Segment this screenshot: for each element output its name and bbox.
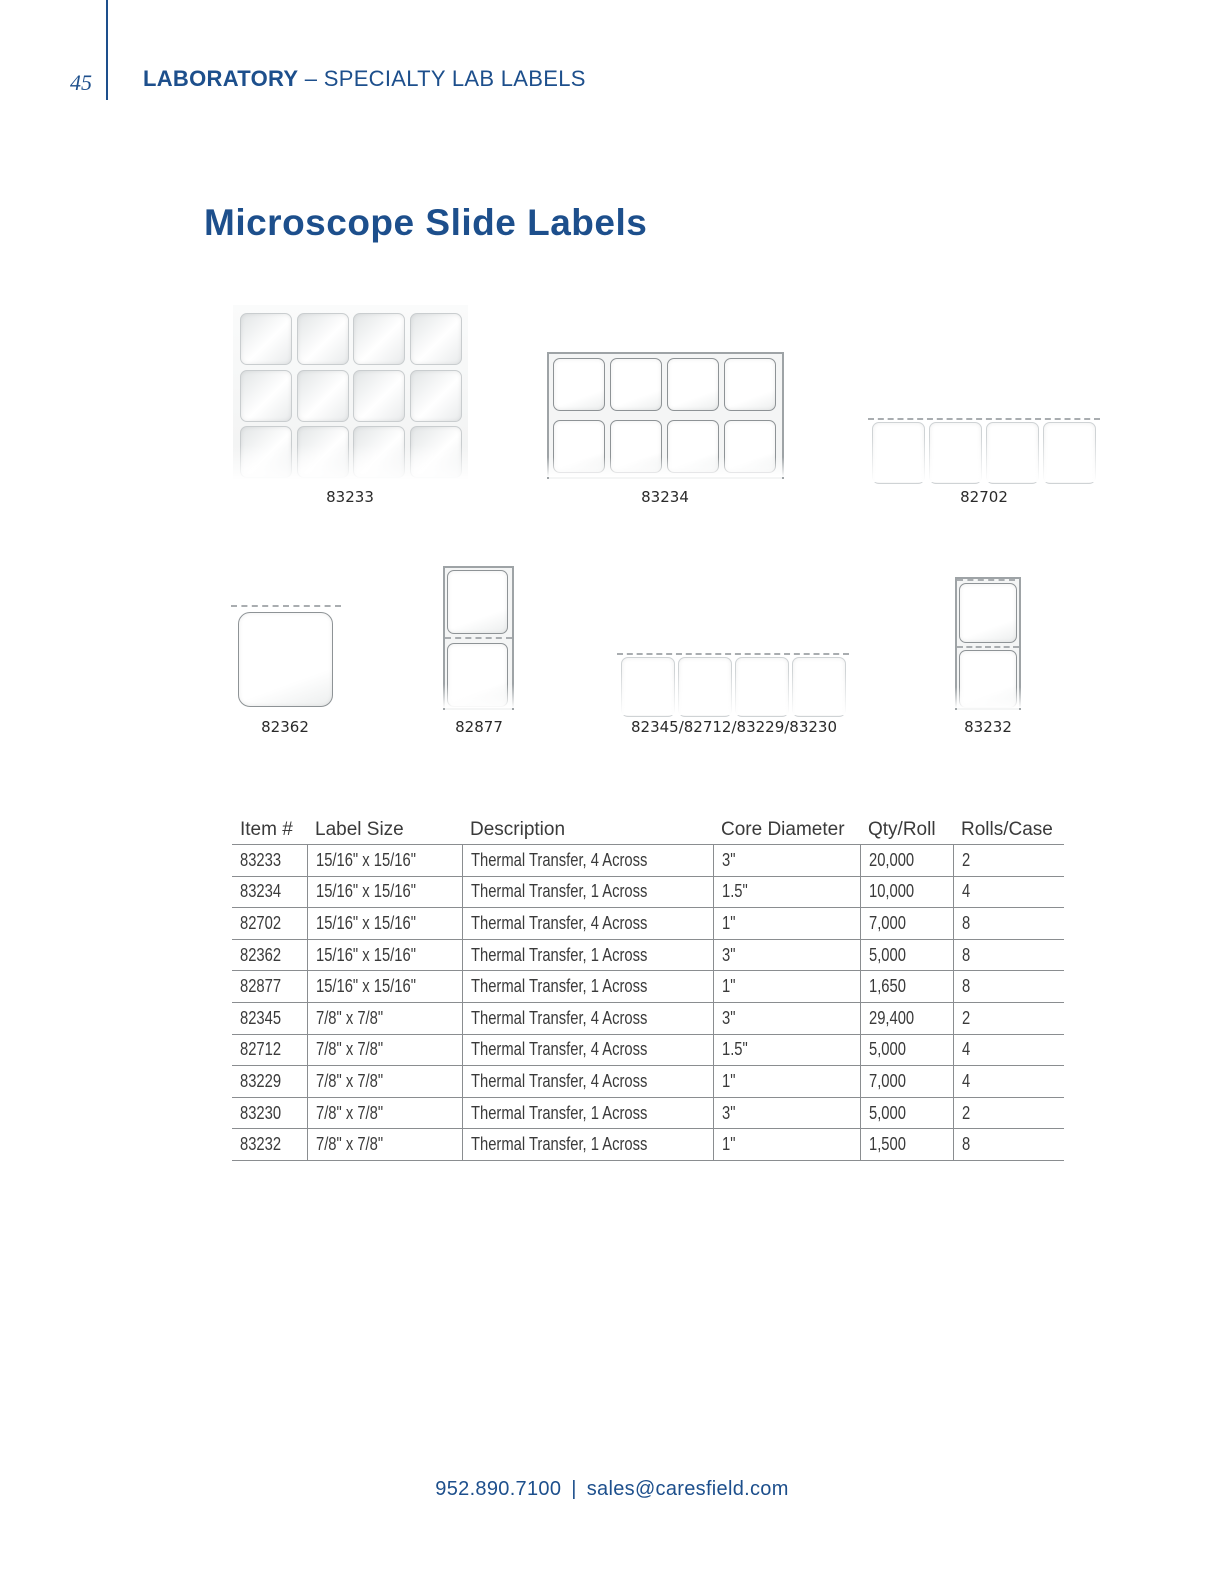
cell-description-text: Thermal Transfer, 4 Across: [470, 912, 647, 933]
table-row: [232, 1097, 1064, 1129]
label-illustration-82362: [231, 603, 341, 707]
cell-label-size: [307, 1097, 462, 1129]
cell-item-number: [232, 845, 307, 877]
column-header-core-diameter: Core Diameter: [713, 812, 860, 845]
page-number: 45: [70, 70, 92, 95]
cell-core-diameter-text: 3": [721, 1007, 735, 1028]
cell-qty-roll: [860, 1034, 953, 1066]
cell-qty-roll-text: 5,000: [868, 944, 906, 965]
subsection-name: SPECIALTY LAB LABELS: [323, 66, 586, 91]
cell-rolls-case-text: 8: [961, 912, 970, 933]
cell-item-number: [232, 1002, 307, 1034]
cell-core-diameter: [713, 971, 860, 1003]
cell-core-diameter: [713, 1002, 860, 1034]
footer-divider: |: [571, 1478, 577, 1500]
cell-qty-roll-text: 20,000: [868, 849, 914, 870]
cell-qty-roll-text: 7,000: [868, 912, 906, 933]
cell-rolls-case-text: 4: [961, 881, 970, 902]
illustration-label-82702: 82702: [960, 488, 1008, 506]
label-illustration-82702: [868, 416, 1100, 476]
table-header-row: [232, 812, 1064, 845]
cell-core-diameter: [713, 876, 860, 908]
table-row: [232, 939, 1064, 971]
illustration-label-82345-group: 82345/82712/83229/83230: [630, 718, 838, 736]
cell-label-size: [307, 845, 462, 877]
cell-core-diameter-text: 1": [721, 1070, 735, 1091]
cell-rolls-case: [953, 845, 1064, 877]
cell-label-size-text: 7/8" x 7/8": [315, 1102, 383, 1123]
cell-label-size: [307, 939, 462, 971]
cell-description-text: Thermal Transfer, 1 Across: [470, 1134, 647, 1155]
cell-description: [462, 1066, 713, 1098]
table-row: [232, 876, 1064, 908]
cell-description: [462, 876, 713, 908]
cell-label-size: [307, 971, 462, 1003]
cell-item-number: [232, 1129, 307, 1161]
cell-core-diameter-text: 1": [721, 912, 735, 933]
table-row: [232, 908, 1064, 940]
cell-description-text: Thermal Transfer, 4 Across: [470, 849, 647, 870]
cell-qty-roll-text: 1,500: [868, 1134, 906, 1155]
column-header-label-size: Label Size: [307, 812, 462, 845]
cell-item-number: [232, 939, 307, 971]
cell-label-size: [307, 908, 462, 940]
table-row: [232, 1066, 1064, 1098]
illustration-label-82362: 82362: [261, 718, 309, 736]
spec-table: [232, 812, 1064, 1161]
cell-item-number-text: 83234: [240, 881, 282, 902]
column-header-item: Item #: [232, 812, 307, 845]
table-row: [232, 1034, 1064, 1066]
cell-core-diameter-text: 1.5": [721, 1039, 748, 1060]
cell-label-size-text: 15/16" x 15/16": [315, 976, 416, 997]
cell-item-number-text: 83229: [240, 1070, 282, 1091]
cell-item-number: [232, 1034, 307, 1066]
table-row: [232, 1002, 1064, 1034]
column-header-description: Description: [462, 812, 713, 845]
cell-core-diameter-text: 3": [721, 849, 735, 870]
cell-qty-roll: [860, 876, 953, 908]
table-row: [232, 1129, 1064, 1161]
cell-qty-roll-text: 5,000: [868, 1039, 906, 1060]
cell-item-number: [232, 1097, 307, 1129]
table-row: [232, 971, 1064, 1003]
cell-item-number: [232, 876, 307, 908]
cell-rolls-case: [953, 876, 1064, 908]
cell-description: [462, 1097, 713, 1129]
cell-qty-roll-text: 29,400: [868, 1007, 914, 1028]
cell-qty-roll-text: 10,000: [868, 881, 914, 902]
cell-qty-roll: [860, 1066, 953, 1098]
cell-core-diameter: [713, 1066, 860, 1098]
cell-item-number-text: 82877: [240, 976, 282, 997]
label-illustration-82345-group: [617, 652, 849, 708]
cell-rolls-case: [953, 908, 1064, 940]
cell-description: [462, 908, 713, 940]
label-illustration-83234: [547, 352, 784, 477]
cell-rolls-case-text: 2: [961, 849, 970, 870]
cell-core-diameter-text: 3": [721, 944, 735, 965]
cell-item-number-text: 83233: [240, 849, 282, 870]
cell-rolls-case-text: 4: [961, 1070, 970, 1091]
cell-core-diameter: [713, 1129, 860, 1161]
cell-description-text: Thermal Transfer, 4 Across: [470, 1007, 647, 1028]
cell-description-text: Thermal Transfer, 4 Across: [470, 1070, 647, 1091]
cell-label-size-text: 15/16" x 15/16": [315, 912, 416, 933]
cell-label-size-text: 15/16" x 15/16": [315, 944, 416, 965]
cell-description: [462, 939, 713, 971]
cell-rolls-case: [953, 1034, 1064, 1066]
label-illustration-83233: [233, 305, 468, 480]
column-header-qty-roll: Qty/Roll: [860, 812, 953, 845]
cell-item-number-text: 82345: [240, 1007, 282, 1028]
cell-label-size: [307, 1002, 462, 1034]
cell-rolls-case: [953, 971, 1064, 1003]
cell-label-size-text: 7/8" x 7/8": [315, 1039, 383, 1060]
cell-item-number-text: 82712: [240, 1039, 282, 1060]
cell-label-size: [307, 876, 462, 908]
cell-rolls-case: [953, 1129, 1064, 1161]
cell-qty-roll: [860, 845, 953, 877]
cell-rolls-case-text: 4: [961, 1039, 970, 1060]
cell-label-size: [307, 1129, 462, 1161]
column-header-rolls-case: Rolls/Case: [953, 812, 1064, 845]
cell-qty-roll: [860, 1129, 953, 1161]
cell-item-number: [232, 908, 307, 940]
cell-qty-roll-text: 5,000: [868, 1102, 906, 1123]
cell-item-number-text: 83230: [240, 1102, 282, 1123]
cell-item-number-text: 82362: [240, 944, 282, 965]
cell-core-diameter: [713, 1034, 860, 1066]
cell-description-text: Thermal Transfer, 1 Across: [470, 881, 647, 902]
illustration-label-83233: 83233: [326, 488, 374, 506]
cell-core-diameter-text: 3": [721, 1102, 735, 1123]
page-title: Microscope Slide Labels: [204, 202, 648, 243]
footer-email[interactable]: sales@caresfield.com: [586, 1478, 789, 1500]
cell-rolls-case-text: 8: [961, 944, 970, 965]
cell-core-diameter: [713, 908, 860, 940]
cell-rolls-case-text: 8: [961, 976, 970, 997]
cell-qty-roll-text: 7,000: [868, 1070, 906, 1091]
footer-contact: [0, 1478, 1224, 1501]
section-separator: –: [298, 66, 324, 91]
cell-item-number-text: 83232: [240, 1134, 282, 1155]
cell-core-diameter: [713, 1097, 860, 1129]
table-body: [232, 845, 1064, 1161]
cell-description: [462, 1129, 713, 1161]
cell-description: [462, 1034, 713, 1066]
footer-phone: 952.890.7100: [435, 1478, 562, 1500]
cell-qty-roll: [860, 971, 953, 1003]
cell-rolls-case-text: 8: [961, 1134, 970, 1155]
cell-rolls-case-text: 2: [961, 1007, 970, 1028]
cell-label-size: [307, 1066, 462, 1098]
label-illustration-82877: [443, 566, 514, 708]
section-header: [143, 66, 586, 92]
cell-core-diameter: [713, 939, 860, 971]
cell-core-diameter: [713, 845, 860, 877]
cell-core-diameter-text: 1": [721, 976, 735, 997]
cell-rolls-case: [953, 1066, 1064, 1098]
cell-rolls-case-text: 2: [961, 1102, 970, 1123]
cell-item-number: [232, 971, 307, 1003]
cell-core-diameter-text: 1": [721, 1134, 735, 1155]
label-illustration-83232: [955, 577, 1021, 708]
cell-label-size-text: 7/8" x 7/8": [315, 1070, 383, 1091]
cell-description-text: Thermal Transfer, 1 Across: [470, 1102, 647, 1123]
cell-description: [462, 845, 713, 877]
cell-label-size-text: 7/8" x 7/8": [315, 1007, 383, 1028]
cell-qty-roll: [860, 908, 953, 940]
cell-description-text: Thermal Transfer, 1 Across: [470, 944, 647, 965]
cell-rolls-case: [953, 1002, 1064, 1034]
cell-core-diameter-text: 1.5": [721, 881, 748, 902]
illustration-label-83232: 83232: [964, 718, 1012, 736]
cell-qty-roll-text: 1,650: [868, 976, 906, 997]
cell-qty-roll: [860, 1097, 953, 1129]
cell-description: [462, 971, 713, 1003]
cell-label-size-text: 7/8" x 7/8": [315, 1134, 383, 1155]
cell-label-size-text: 15/16" x 15/16": [315, 881, 416, 902]
cell-rolls-case: [953, 939, 1064, 971]
header-divider: [106, 0, 108, 100]
section-name: LABORATORY: [143, 66, 299, 91]
cell-item-number-text: 82702: [240, 912, 282, 933]
cell-description: [462, 1002, 713, 1034]
cell-qty-roll: [860, 1002, 953, 1034]
illustration-label-82877: 82877: [455, 718, 503, 736]
cell-item-number: [232, 1066, 307, 1098]
cell-qty-roll: [860, 939, 953, 971]
cell-rolls-case: [953, 1097, 1064, 1129]
cell-description-text: Thermal Transfer, 4 Across: [470, 1039, 647, 1060]
table-row: [232, 845, 1064, 877]
cell-label-size-text: 15/16" x 15/16": [315, 849, 416, 870]
cell-description-text: Thermal Transfer, 1 Across: [470, 976, 647, 997]
illustration-label-83234: 83234: [641, 488, 689, 506]
cell-label-size: [307, 1034, 462, 1066]
